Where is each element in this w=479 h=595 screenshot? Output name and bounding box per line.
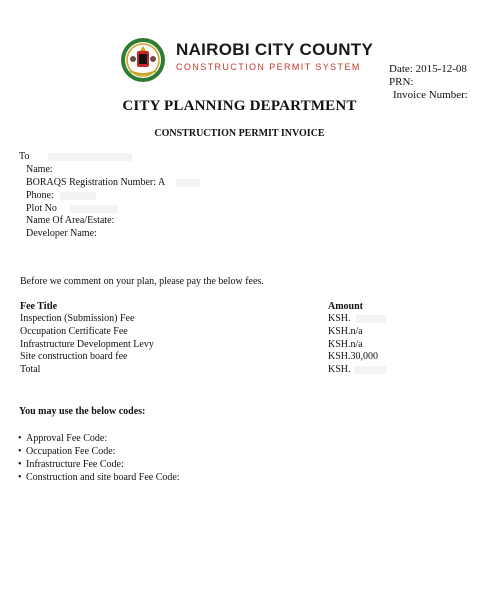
intro-text: Before we comment on your plan, please pay the below fees. [20,276,264,287]
county-logo-icon [120,37,166,83]
brand-subtitle: CONSTRUCTION PERMIT SYSTEM [176,62,361,72]
redacted-block [60,192,96,200]
occupation-fee-code: • Occupation Fee Code: [18,445,180,458]
brand-title: NAIROBI CITY COUNTY [176,40,374,59]
invoice-number-label: Invoice Number: [393,89,468,101]
redacted-block [356,315,386,323]
fee-row-title: Infrastructure Development Levy [20,339,154,350]
infrastructure-fee-code: • Infrastructure Fee Code: [18,458,180,471]
construction-board-fee-code: • Construction and site board Fee Code: [18,471,180,484]
fee-row-title: Inspection (Submission) Fee [20,313,135,324]
fee-row-amount: KSH.30,000 [328,351,379,362]
codes-heading: You may use the below codes: [19,406,146,417]
fee-row-title: Occupation Certificate Fee [20,326,128,337]
recipient-plot-field: Plot No [26,203,57,214]
fee-total-title: Total [20,364,41,375]
department-heading: CITY PLANNING DEPARTMENT [122,98,357,114]
recipient-boraqs-field: BORAQS Registration Number: A [26,177,166,188]
fee-title-header: Fee Title [20,301,58,312]
fee-row-amount: KSH.n/a [328,326,363,337]
to-label: To [19,151,30,162]
fee-row-title: Site construction board fee [20,351,128,362]
recipient-area-field: Name Of Area/Estate: [26,215,115,226]
redacted-block [354,366,386,374]
fee-row-amount: KSH.n/a [328,339,363,350]
invoice-date: Date: 2015-12-08 [389,63,467,75]
redacted-block [48,153,132,161]
recipient-phone-field: Phone: [26,190,54,201]
fee-total-amount: KSH. [328,364,351,375]
approval-fee-code: • Approval Fee Code: [18,432,180,445]
amount-header: Amount [328,301,364,312]
recipient-developer-field: Developer Name: [26,228,97,239]
fee-row-amount: KSH. [328,313,351,324]
prn-label: PRN: [389,76,414,88]
recipient-name-field: Name: [26,164,53,175]
redacted-block [176,179,200,187]
redacted-block [70,205,118,213]
invoice-title: CONSTRUCTION PERMIT INVOICE [154,128,325,139]
codes-list [18,432,180,484]
